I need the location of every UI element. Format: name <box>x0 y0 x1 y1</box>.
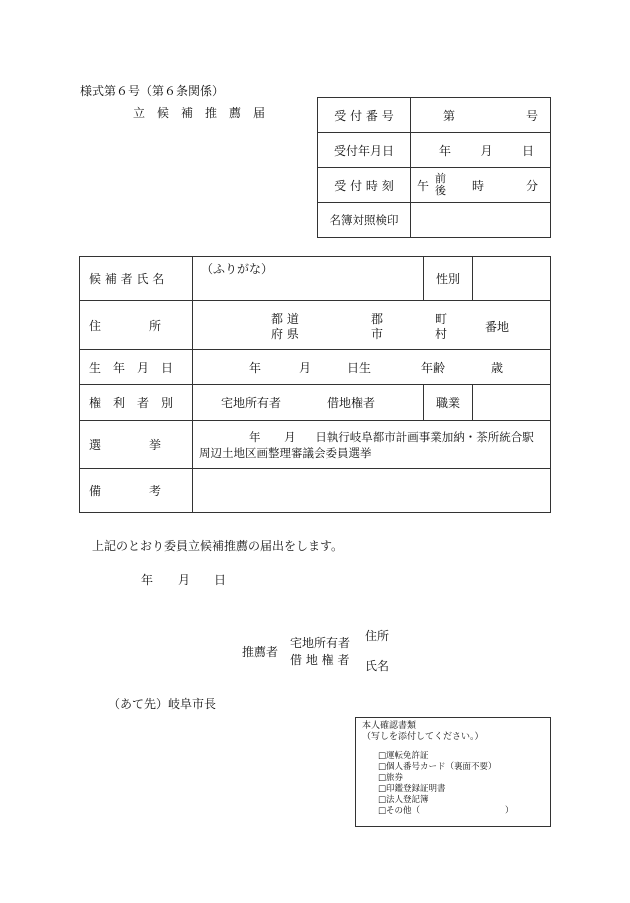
id-item-corp-register[interactable]: □法人登記簿 <box>378 795 429 805</box>
reception-time-go: 午 <box>417 178 430 193</box>
candidate-name-field[interactable] <box>193 257 424 301</box>
election-line2: 周辺土地区画整理審議会委員選挙 <box>199 445 372 460</box>
dob-month: 月 <box>299 361 312 375</box>
furigana-label: （ふりがな） <box>201 262 274 276</box>
reception-seal-label: 名簿対照検印 <box>318 203 411 238</box>
reception-date-year: 年 <box>439 143 452 158</box>
address-todo: 都 道 <box>271 312 299 326</box>
address-shi: 市 <box>371 327 384 341</box>
reception-time-label: 受 付 時 刻 <box>318 168 411 203</box>
reception-row-number <box>318 98 551 133</box>
rights-label: 権 利 者 別 <box>80 385 193 421</box>
reception-number-label: 受 付 番 号 <box>318 98 411 133</box>
row-rights <box>80 385 551 421</box>
reception-number-value[interactable] <box>411 98 551 133</box>
recommender-owner: 宅地所有者 <box>290 636 351 650</box>
reception-number-dai: 第 <box>443 108 456 123</box>
address-field[interactable] <box>193 301 551 350</box>
election-label: 選 挙 <box>80 421 193 469</box>
reception-row-date <box>318 133 551 168</box>
age-unit: 歳 <box>491 361 504 375</box>
dob-year: 年 <box>249 361 262 375</box>
rights-owner[interactable]: 宅地所有者 <box>221 396 282 410</box>
row-dob <box>80 350 551 385</box>
occupation-label: 職業 <box>424 385 473 421</box>
form-number: 様式第６号（第６条関係） <box>80 84 225 98</box>
form-title: 立 候 補 推 薦 届 <box>133 106 266 120</box>
reception-time-pm: 後 <box>435 184 447 197</box>
reception-date-month: 月 <box>480 143 493 158</box>
address-label: 住 所 <box>80 301 193 350</box>
address-fuken: 府 県 <box>271 327 299 341</box>
address-banchi: 番地 <box>485 320 510 334</box>
election-day-text: 日執行岐阜都市計画事業加納・茶所統合駅 <box>315 429 534 444</box>
election-year: 年 <box>249 429 261 444</box>
candidate-table <box>79 256 551 513</box>
submit-date-year: 年 <box>141 573 154 587</box>
gender-field[interactable] <box>473 257 551 301</box>
rights-lessee[interactable]: 借地権者 <box>327 396 376 410</box>
remarks-label: 備 考 <box>80 469 193 513</box>
election-month: 月 <box>284 429 296 444</box>
election-field <box>193 421 551 469</box>
id-item-seal-cert[interactable]: □印鑑登録証明書 <box>378 784 446 794</box>
id-item-mynumber[interactable]: □個人番号カード（裏面不要） <box>378 762 497 772</box>
addressee: （あて先）岐阜市長 <box>108 697 217 711</box>
reception-date-label: 受付年月日 <box>318 133 411 168</box>
reception-table <box>317 97 551 238</box>
reception-date-value[interactable] <box>411 133 551 168</box>
id-box-title: 本人確認書類 <box>362 721 417 731</box>
address-machi: 町 <box>435 312 448 326</box>
id-box-note: （写しを添付してください。） <box>362 732 484 742</box>
row-address <box>80 301 551 350</box>
remarks-field[interactable] <box>193 469 551 513</box>
id-item-passport[interactable]: □旅券 <box>378 773 404 783</box>
age-label: 年齢 <box>421 361 446 375</box>
reception-row-seal <box>318 203 551 238</box>
gender-label: 性別 <box>424 257 473 301</box>
address-gun: 郡 <box>371 312 384 326</box>
reception-row-time <box>318 168 551 203</box>
dob-field[interactable] <box>193 350 551 385</box>
reception-number-go: 号 <box>525 108 538 123</box>
id-documents-box <box>355 717 551 827</box>
reception-time-hour: 時 <box>472 178 485 193</box>
recommender-address-label: 住所 <box>365 629 390 643</box>
submit-date-day: 日 <box>214 573 227 587</box>
reception-seal-value[interactable] <box>411 203 551 238</box>
recommender-name-label: 氏名 <box>365 659 390 673</box>
reception-time-minute: 分 <box>525 178 538 193</box>
row-election <box>80 421 551 469</box>
address-mura: 村 <box>435 327 448 341</box>
row-candidate-name <box>80 257 551 301</box>
submit-date-month: 月 <box>178 573 191 587</box>
dob-day: 日生 <box>347 361 372 375</box>
occupation-field[interactable] <box>473 385 551 421</box>
dob-label: 生 年 月 日 <box>80 350 193 385</box>
reception-date-day: 日 <box>521 143 534 158</box>
statement-text: 上記のとおり委員立候補推薦の届出をします。 <box>92 539 344 553</box>
id-item-license[interactable]: □運転免許証 <box>378 751 429 761</box>
recommender-label: 推薦者 <box>242 645 279 659</box>
reception-time-value[interactable] <box>411 168 551 203</box>
reception-time-am: 前 <box>435 172 447 185</box>
id-item-other[interactable]: □その他（ ） <box>378 806 514 816</box>
row-remarks <box>80 469 551 513</box>
rights-field[interactable] <box>193 385 424 421</box>
candidate-name-label: 候 補 者 氏 名 <box>80 257 193 301</box>
recommender-lessee: 借 地 権 者 <box>290 653 350 667</box>
